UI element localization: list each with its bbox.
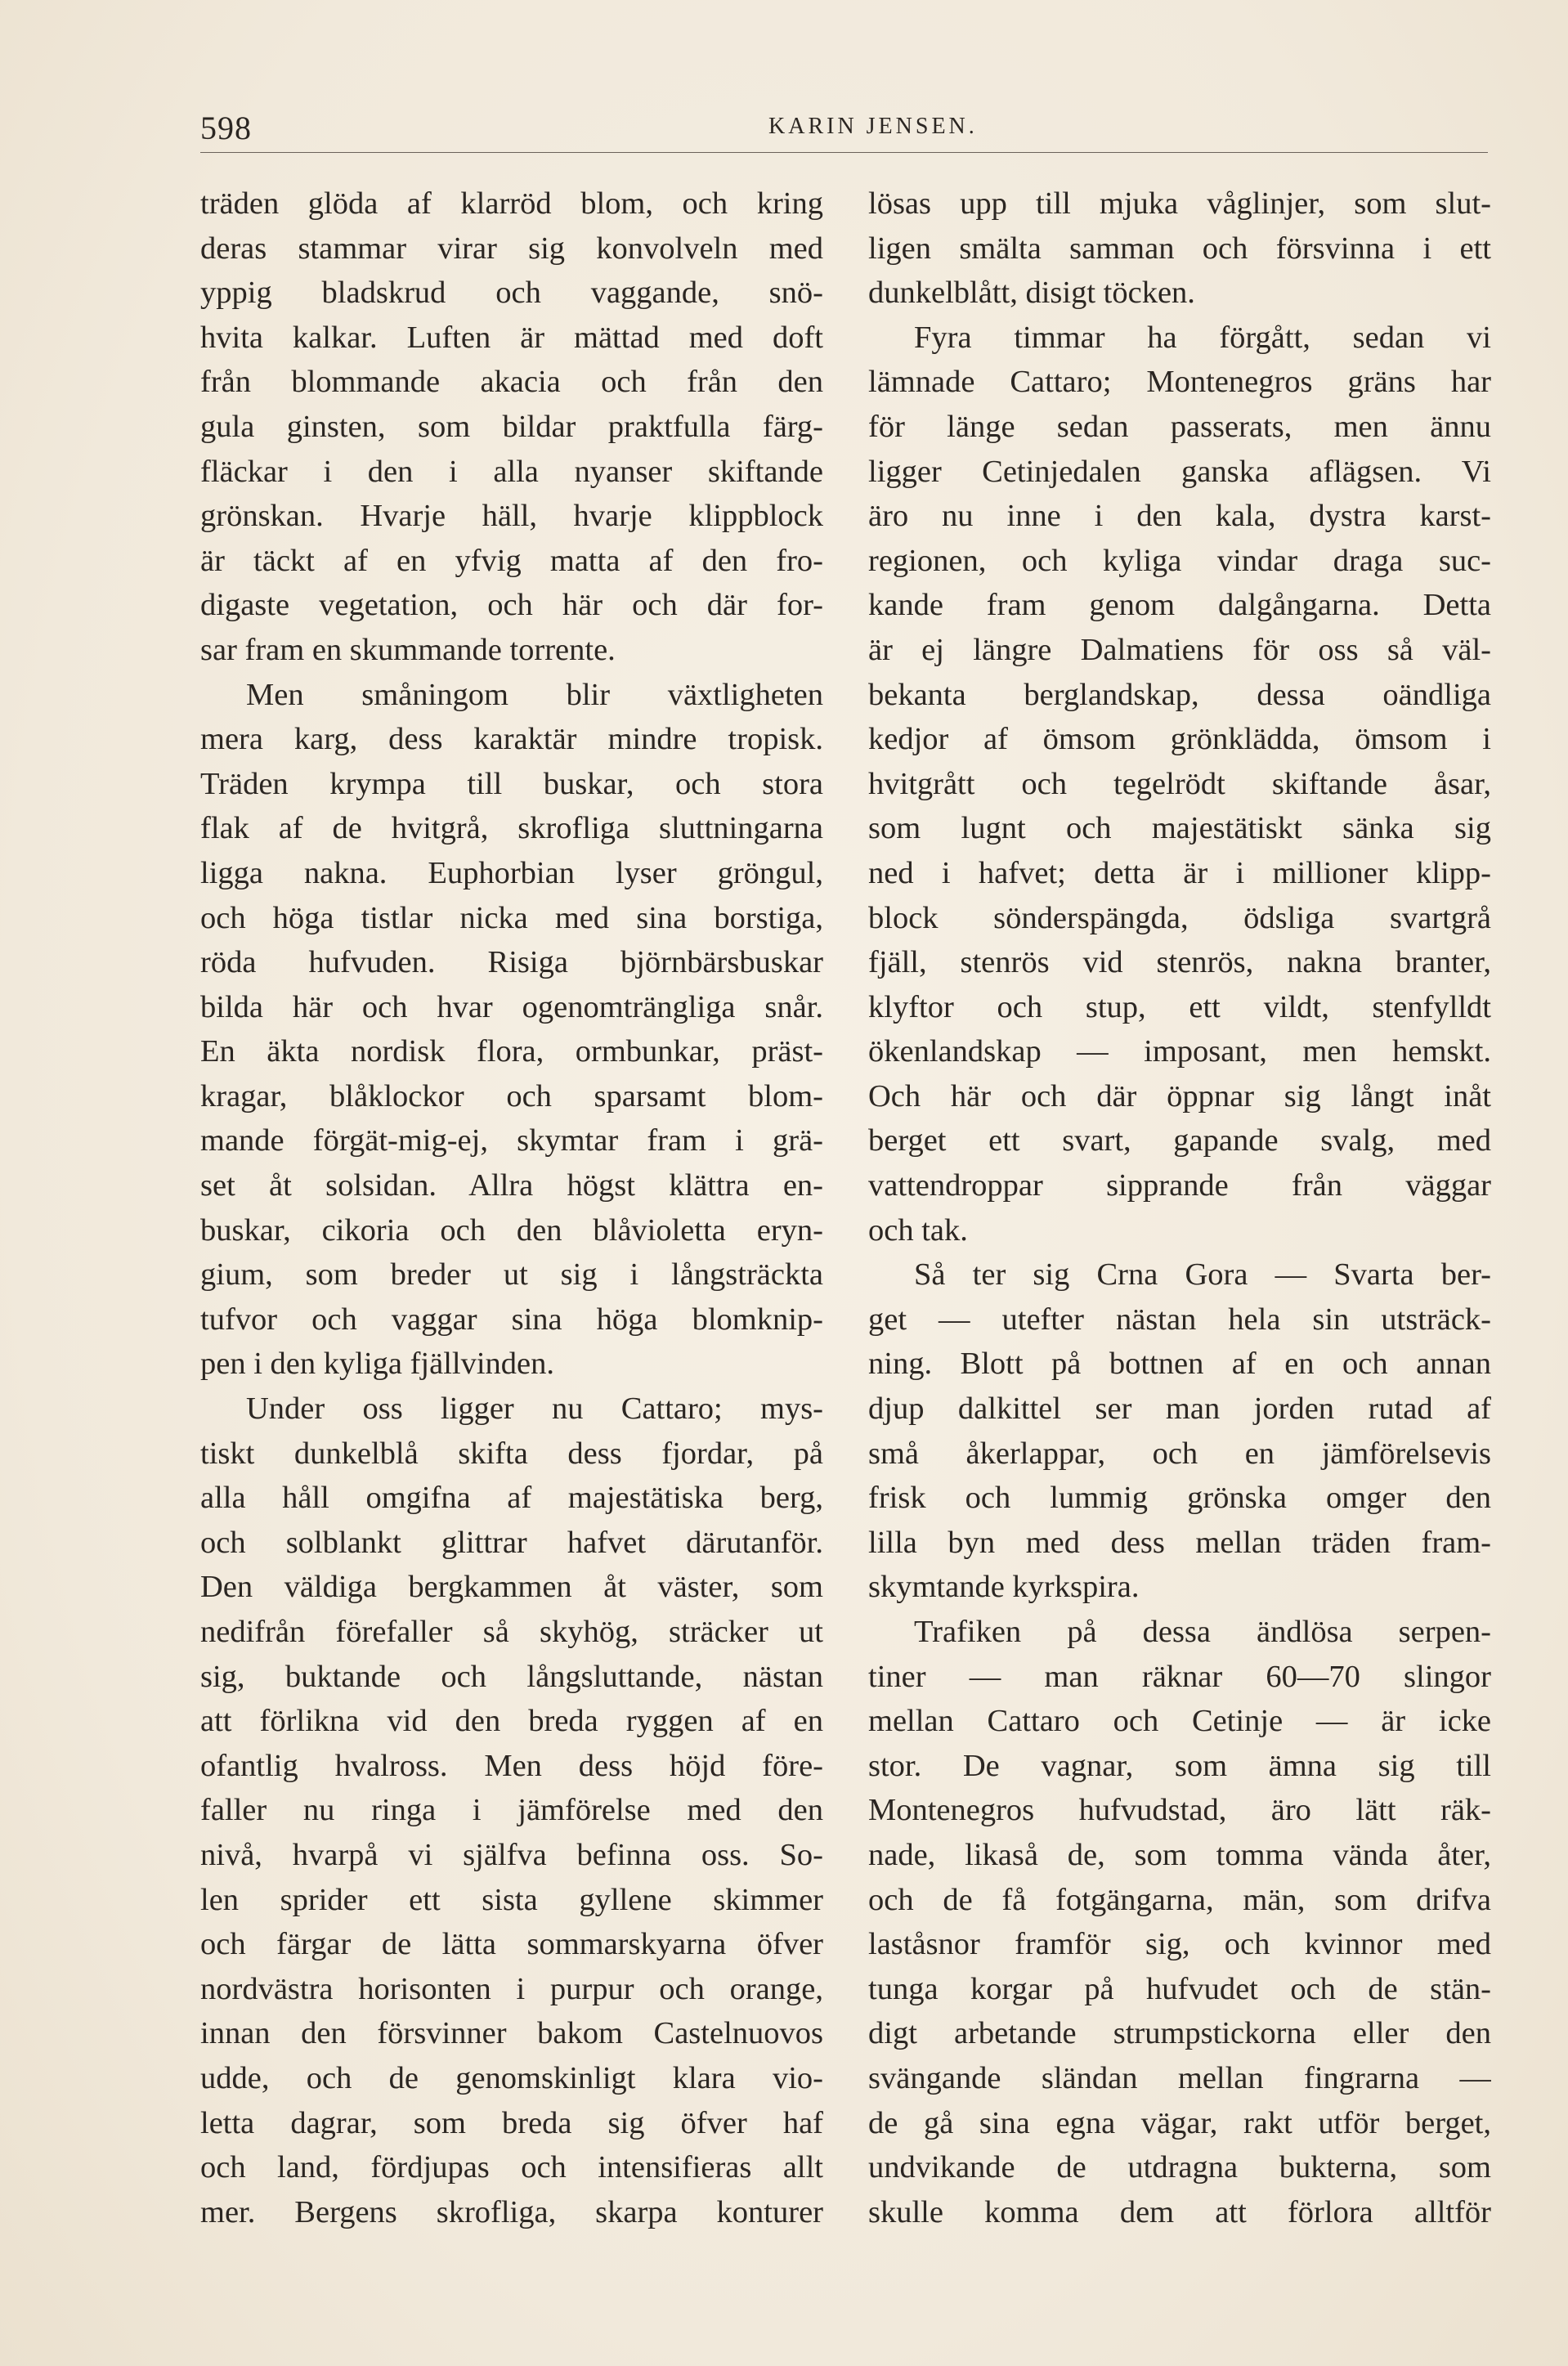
right-column-line: som lugnt och majestätiskt sänka sig: [868, 811, 1491, 846]
left-column-line: deras stammar virar sig konvolveln med: [200, 231, 823, 266]
right-column-line: ligger Cetinjedalen ganska aflägsen. Vi: [868, 454, 1491, 489]
right-column-line: de gå sina egna vägar, rakt utför berget,: [868, 2105, 1491, 2140]
right-text-column: [868, 181, 1491, 2234]
page-header: [200, 102, 1492, 151]
left-column-line: och färgar de lätta sommarskyarna öfver: [200, 1927, 823, 1962]
left-column-line: nivå, hvarpå vi själfva befinna oss. So-: [200, 1837, 823, 1872]
left-column-line: letta dagrar, som breda sig öfver haf: [200, 2105, 823, 2140]
right-column-line: hvitgrått och tegelrödt skiftande åsar,: [868, 766, 1491, 801]
right-column-line: och tak.: [868, 1212, 968, 1248]
right-column-line: lösas upp till mjuka våglinjer, som slut-: [868, 186, 1491, 221]
left-text-column: [200, 181, 823, 2234]
right-column-line: lämnade Cattaro; Montenegros gräns har: [868, 365, 1491, 400]
left-column-line: alla håll omgifna af majestätiska berg,: [200, 1481, 823, 1516]
left-column-line: och land, fördjupas och intensifieras allt: [200, 2150, 823, 2185]
left-column-line: innan den försvinner bakom Castelnuovos: [200, 2016, 823, 2051]
left-column-line: pen i den kyliga fjällvinden.: [200, 1347, 555, 1382]
right-column-line: kedjor af ömsom grönklädda, ömsom i: [868, 722, 1491, 757]
left-column-line: hvita kalkar. Luften är mättad med doft: [200, 320, 823, 355]
left-column-line: faller nu ringa i jämförelse med den: [200, 1793, 823, 1828]
left-column-line: kragar, blåklockor och sparsamt blom-: [200, 1078, 823, 1114]
left-column-line: mande förgät-mig-ej, skymtar fram i grä-: [200, 1123, 823, 1158]
right-column-line: mellan Cattaro och Cetinje — är icke: [868, 1704, 1491, 1739]
left-column-line: set åt solsidan. Allra högst klättra en-: [200, 1168, 823, 1203]
right-column-line: Fyra timmar ha förgått, sedan vi: [914, 320, 1491, 355]
left-column-line: är täckt af en yfvig matta af den fro-: [200, 543, 823, 578]
right-column-line: frisk och lummig grönska omger den: [868, 1481, 1491, 1516]
left-column-line: nedifrån förefaller så skyhög, sträcker ut: [200, 1615, 823, 1649]
left-column-line: gula ginsten, som bildar praktfulla färg-: [200, 409, 823, 444]
left-column-line: buskar, cikoria och den blåvioletta eryn-: [200, 1212, 823, 1248]
left-column-line: tiskt dunkelblå skifta dess fjordar, på: [200, 1436, 823, 1471]
right-column-line: vattendroppar sipprande från väggar: [868, 1168, 1491, 1203]
left-column-line: fläckar i den i alla nyanser skiftande: [200, 454, 823, 489]
left-column-line: nordvästra horisonten i purpur och orange,: [200, 1971, 823, 2006]
right-column-line: bekanta berglandskap, dessa oändliga: [868, 677, 1491, 712]
left-column-line: och höga tistlar nicka med sina borstiga,: [200, 900, 823, 935]
left-column-line: från blommande akacia och från den: [200, 365, 823, 400]
right-column-line: klyftor och stup, ett vildt, stenfylldt: [868, 989, 1491, 1024]
left-column-line: udde, och de genomskinligt klara vio-: [200, 2060, 823, 2095]
left-column-line: att förlikna vid den breda ryggen af en: [200, 1704, 823, 1739]
left-column-line: ofantlig hvalross. Men dess höjd före-: [200, 1748, 823, 1783]
left-column-line: gium, som breder ut sig i långsträckta: [200, 1257, 823, 1293]
left-column-line: sig, buktande och långsluttande, nästan: [200, 1659, 823, 1694]
left-column-line: Den väldiga bergkammen åt väster, som: [200, 1570, 823, 1605]
running-head: KARIN JENSEN.: [768, 114, 978, 139]
left-column-line: Men småningom blir växtligheten: [246, 677, 823, 712]
left-column-line: len sprider ett sista gyllene skimmer: [200, 1882, 823, 1917]
right-column-line: ned i hafvet; detta är i millioner klipp-: [868, 855, 1491, 890]
right-column-line: tunga korgar på hufvudet och de stän-: [868, 1971, 1491, 2006]
left-column-line: ligga nakna. Euphorbian lyser gröngul,: [200, 855, 823, 890]
right-column-line: regionen, och kyliga vindar draga suc-: [868, 543, 1491, 578]
right-column-line: lilla byn med dess mellan träden fram-: [868, 1525, 1491, 1560]
right-column-line: är ej längre Dalmatiens för oss så väl-: [868, 632, 1491, 667]
right-column-line: Montenegros hufvudstad, äro lätt räk-: [868, 1793, 1491, 1828]
left-column-line: Under oss ligger nu Cattaro; mys-: [246, 1391, 823, 1427]
left-column-line: grönskan. Hvarje häll, hvarje klippblock: [200, 499, 823, 534]
right-column-line: undvikande de utdragna bukterna, som: [868, 2150, 1491, 2185]
left-column-line: flak af de hvitgrå, skrofliga sluttningarna: [200, 811, 823, 846]
right-column-line: nade, likaså de, som tomma vända åter,: [868, 1837, 1491, 1872]
page-number: 598: [200, 110, 252, 146]
left-column-line: yppig bladskrud och vaggande, snö-: [200, 276, 823, 311]
left-column-line: röda hufvuden. Risiga björnbärsbuskar: [200, 945, 823, 980]
right-column-line: och de få fotgängarna, män, som drifva: [868, 1882, 1491, 1917]
right-column-line: laståsnor framför sig, och kvinnor med: [868, 1927, 1491, 1962]
header-rule: [200, 152, 1488, 153]
right-column-line: stor. De vagnar, som ämna sig till: [868, 1748, 1491, 1783]
right-column-line: get — utefter nästan hela sin utsträck-: [868, 1302, 1491, 1337]
right-column-line: små åkerlappar, och en jämförelsevis: [868, 1436, 1491, 1471]
right-column-line: skulle komma dem att förlora alltför: [868, 2194, 1491, 2229]
left-column-line: mer. Bergens skrofliga, skarpa konturer: [200, 2194, 823, 2229]
right-column-line: äro nu inne i den kala, dystra karst-: [868, 499, 1491, 534]
right-column-line: djup dalkittel ser man jorden rutad af: [868, 1391, 1491, 1427]
right-column-line: kande fram genom dalgångarna. Detta: [868, 588, 1491, 623]
left-column-line: träden glöda af klarröd blom, och kring: [200, 186, 823, 221]
left-column-line: och solblankt glittrar hafvet därutanför.: [200, 1525, 823, 1560]
right-column-line: block sönderspängda, ödsliga svartgrå: [868, 900, 1491, 935]
left-column-line: tufvor och vaggar sina höga blomknip-: [200, 1302, 823, 1337]
right-column-line: ligen smälta samman och försvinna i ett: [868, 231, 1491, 266]
right-column-line: digt arbetande strumpstickorna eller den: [868, 2016, 1491, 2051]
left-column-line: bilda här och hvar ogenomträngliga snår.: [200, 989, 823, 1024]
right-column-line: skymtande kyrkspira.: [868, 1570, 1140, 1605]
right-column-line: tiner — man räknar 60—70 slingor: [868, 1659, 1491, 1694]
right-column-line: fjäll, stenrös vid stenrös, nakna branter,: [868, 945, 1491, 980]
left-column-line: En äkta nordisk flora, ormbunkar, präst-: [200, 1034, 823, 1069]
right-column-line: för länge sedan passerats, men ännu: [868, 409, 1491, 444]
left-column-line: sar fram en skummande torrente.: [200, 632, 616, 667]
right-column-line: ning. Blott på bottnen af en och annan: [868, 1347, 1491, 1382]
right-column-line: svängande sländan mellan fingrarna —: [868, 2060, 1491, 2095]
right-column-line: Och här och där öppnar sig långt inåt: [868, 1078, 1491, 1114]
left-column-line: mera karg, dess karaktär mindre tropisk.: [200, 722, 823, 757]
right-column-line: Trafiken på dessa ändlösa serpen-: [914, 1615, 1491, 1649]
right-column-line: Så ter sig Crna Gora — Svarta ber-: [914, 1257, 1491, 1293]
right-column-line: berget ett svart, gapande svalg, med: [868, 1123, 1491, 1158]
left-column-line: digaste vegetation, och här och där for-: [200, 588, 823, 623]
right-column-line: ökenlandskap — imposant, men hemskt.: [868, 1034, 1491, 1069]
left-column-line: Träden krympa till buskar, och stora: [200, 766, 823, 801]
right-column-line: dunkelblått, disigt töcken.: [868, 276, 1195, 311]
